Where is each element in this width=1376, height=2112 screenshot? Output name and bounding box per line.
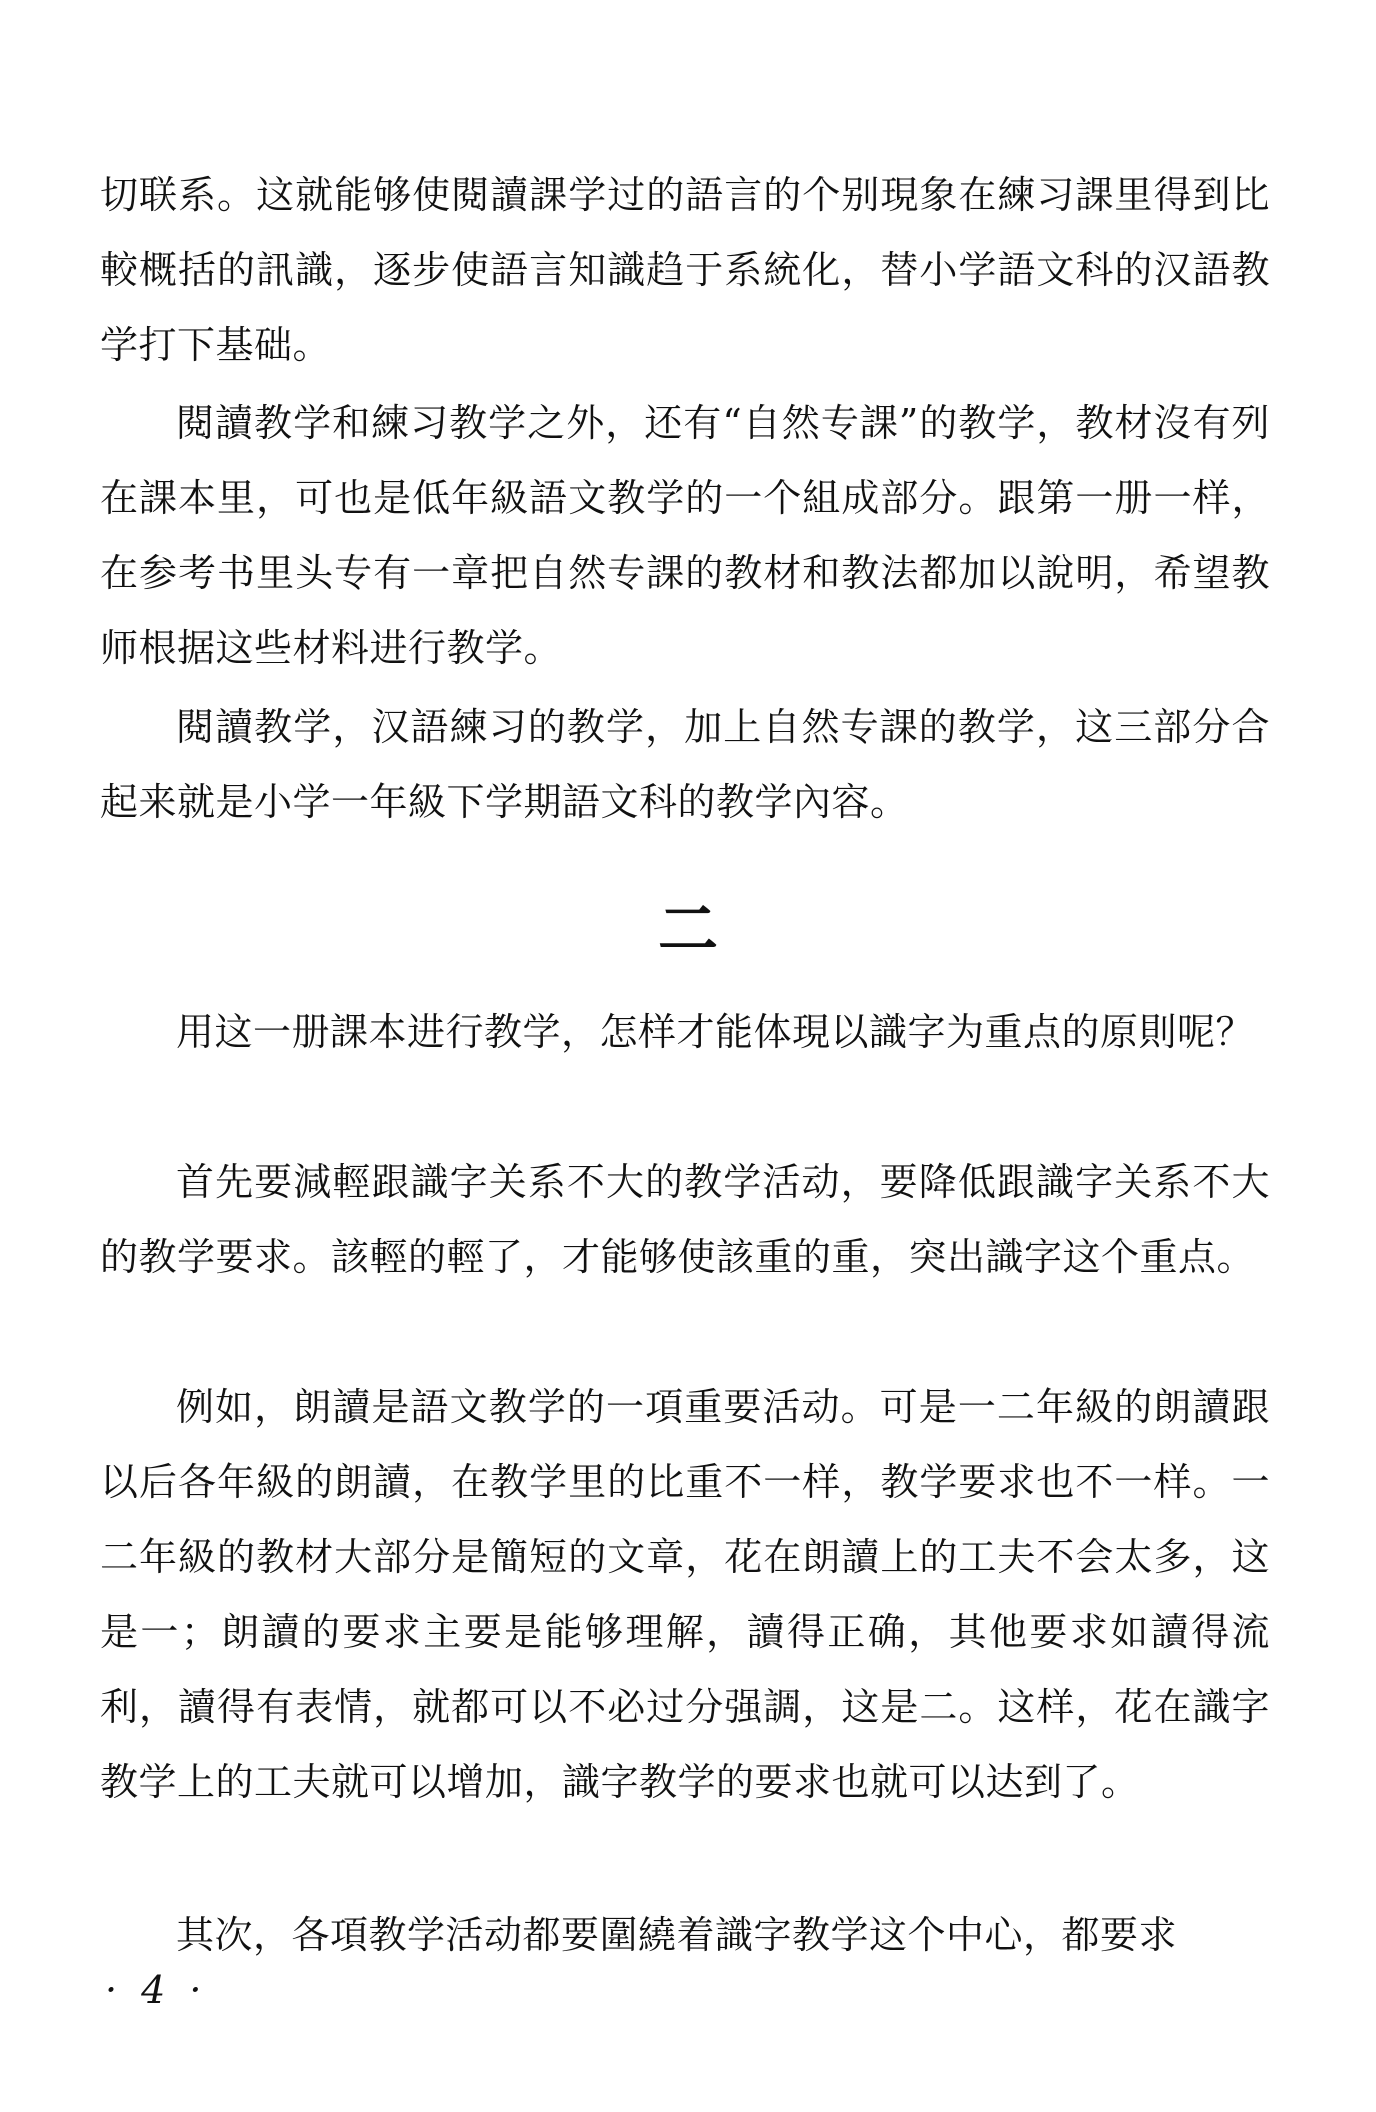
paragraph-natural-lessons: 閱讀教学和練习教学之外，还有“自然专課”的教学，教材沒有列在課本里，可也是低年級語文教学的一个組成部分。跟第一册一样，在参考书里头专有一章把自然专課的教材和教法都加以說明，希望教师根据这些材料进行教学。: [100, 401, 1270, 670]
paragraph-question: 用这一册課本进行教学，怎样才能体現以識字为重点的原則呢？: [176, 1010, 1255, 1054]
section-heading: 二: [658, 895, 718, 965]
paragraph-first-point: 首先要減輕跟識字关系不大的教学活动，要降低跟識字关系不大的教学要求。該輕的輕了，才能够使該重的重，突出識字这个重点。: [100, 1160, 1270, 1279]
paragraph-continuation: 切联系。这就能够使閱讀課学过的語言的个别現象在練习課里得到比較概括的訊識，逐步使語言知識趋于系統化，替小学語文科的汉語教学打下基础。: [100, 173, 1270, 367]
page-number: · 4 ·: [105, 1968, 208, 2012]
paragraph-three-parts: 閱讀教学，汉語練习的教学，加上自然专課的教学，这三部分合起来就是小学一年級下学期語文科的教学內容。: [100, 705, 1270, 824]
paragraph-second-point: 其次，各項教学活动都要圍繞着識字教学这个中心，都要求: [176, 1913, 1178, 1957]
paragraph-example-reading: 例如，朗讀是語文教学的一項重要活动。可是一二年級的朗讀跟以后各年級的朗讀，在教学里的比重不一样，教学要求也不一样。一二年級的教材大部分是簡短的文章，花在朗讀上的工夫不会太多，这是一；朗讀的要求主要是能够理解，讀得正确，其他要求如讀得流利，讀得有表情，就都可以不必过分强調，这是二。这样，花在識字教学上的工夫就可以增加，識字教学的要求也就可以达到了。: [100, 1385, 1270, 1804]
